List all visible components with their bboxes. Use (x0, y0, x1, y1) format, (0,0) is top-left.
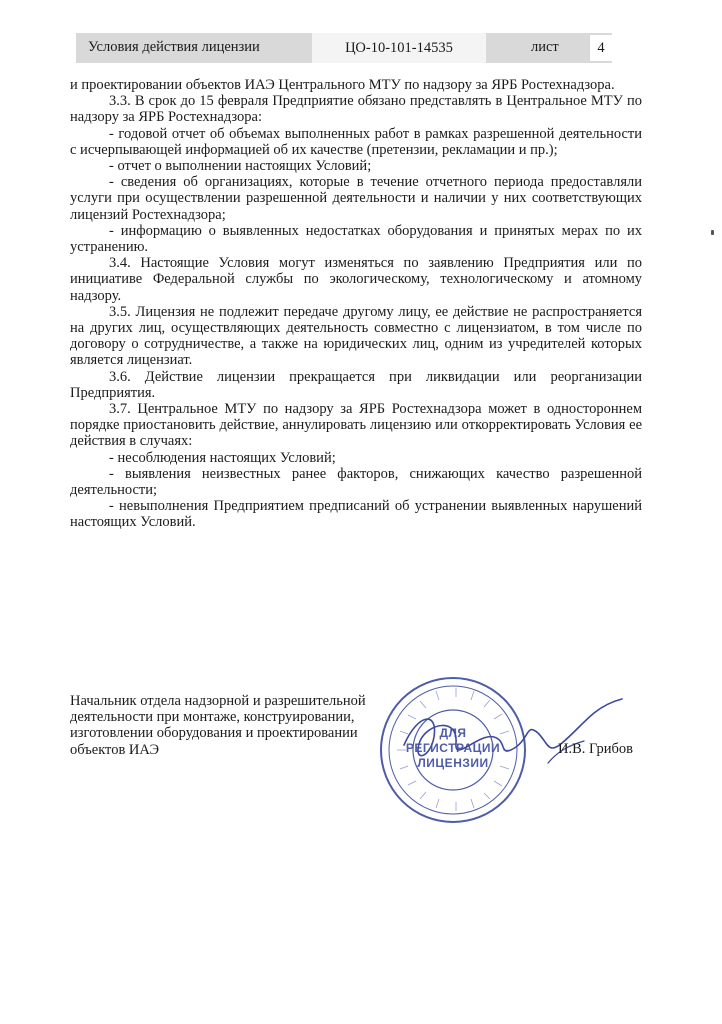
handwritten-signature-icon (398, 693, 628, 783)
signer-position-line: Начальник отдела надзорной и разрешительной (70, 693, 366, 709)
list-item: - отчет о выполнении настоящих Условий; (109, 158, 372, 175)
scan-speck (711, 230, 714, 235)
paragraph: 3.7. Центральное МТУ по надзору за ЯРБ Ростехнадзора может в одностороннем порядке приостановить действие, аннулировать лицензию или откорректировать Условия ее действия в случаях: (70, 401, 642, 450)
signer-position (70, 693, 400, 758)
document-body (70, 77, 642, 531)
list-item: - невыполнения Предприятием предписаний об устранении выявленных нарушений настоящих Условий. (70, 498, 642, 531)
list-item: - сведения об организациях, которые в течение отчетного периода предоставляли услуги при осуществлении разрешенной деятельности и наличии у них соответствующих лицензий Ростехнадзора; (70, 174, 642, 223)
stamp-text-line: РЕГИСТРАЦИИ (405, 741, 501, 755)
document-header (76, 33, 612, 63)
paragraph: 3.5. Лицензия не подлежит передаче другому лицу, ее действие не распространяется на других лиц, осуществляющих деятельность совместно с лицензиатом, в том числе по договору о сотрудничестве, а также на юридических лиц, одним из учредителей которых является лицензиат. (70, 303, 642, 369)
license-number: ЦО-10-101-14535 (312, 33, 486, 63)
sheet-label: лист (531, 39, 559, 55)
stamp-text-line: ДЛЯ (439, 726, 467, 740)
list-item: - информацию о выявленных недостатках оборудования и принятых мерах по их устранению. (70, 222, 642, 256)
paragraph: 3.6. Действие лицензии прекращается при ликвидации или реорганизации Предприятия. (70, 368, 642, 401)
signer-position-line: объектов ИАЭ (70, 741, 160, 758)
signer-position-line: деятельности при монтаже, конструировании, (70, 709, 355, 726)
list-item: - годовой отчет об объемах выполненных работ в рамках разрешенной деятельности с исчерпывающей информацией об их качестве (претензии, рекламации и пр.); (70, 125, 642, 158)
paragraph: и проектировании объектов ИАЭ Центрального МТУ по надзору за ЯРБ Ростехнадзора. (70, 77, 615, 93)
paragraph: 3.3. В срок до 15 февраля Предприятие обязано представлять в Центральное МТУ по надзору за ЯРБ Ростехнадзора: (70, 93, 642, 126)
paragraph: 3.4. Настоящие Условия могут изменяться по заявлению Предприятия или по инициативе Федеральной службы по экологическому, технологическому и атомному надзору. (70, 255, 642, 304)
sheet-number: 4 (590, 35, 612, 61)
list-item: - выявления неизвестных ранее факторов, снижающих качество разрешенной деятельности; (70, 465, 642, 499)
header-title: Условия действия лицензии (88, 39, 260, 55)
signer-position-line: изготовлении оборудования и проектировании (70, 725, 358, 742)
signer-name: И.В. Грибов (558, 741, 633, 757)
list-item: - несоблюдения настоящих Условий; (109, 449, 336, 466)
stamp-text-line: ЛИЦЕНЗИИ (417, 756, 489, 770)
